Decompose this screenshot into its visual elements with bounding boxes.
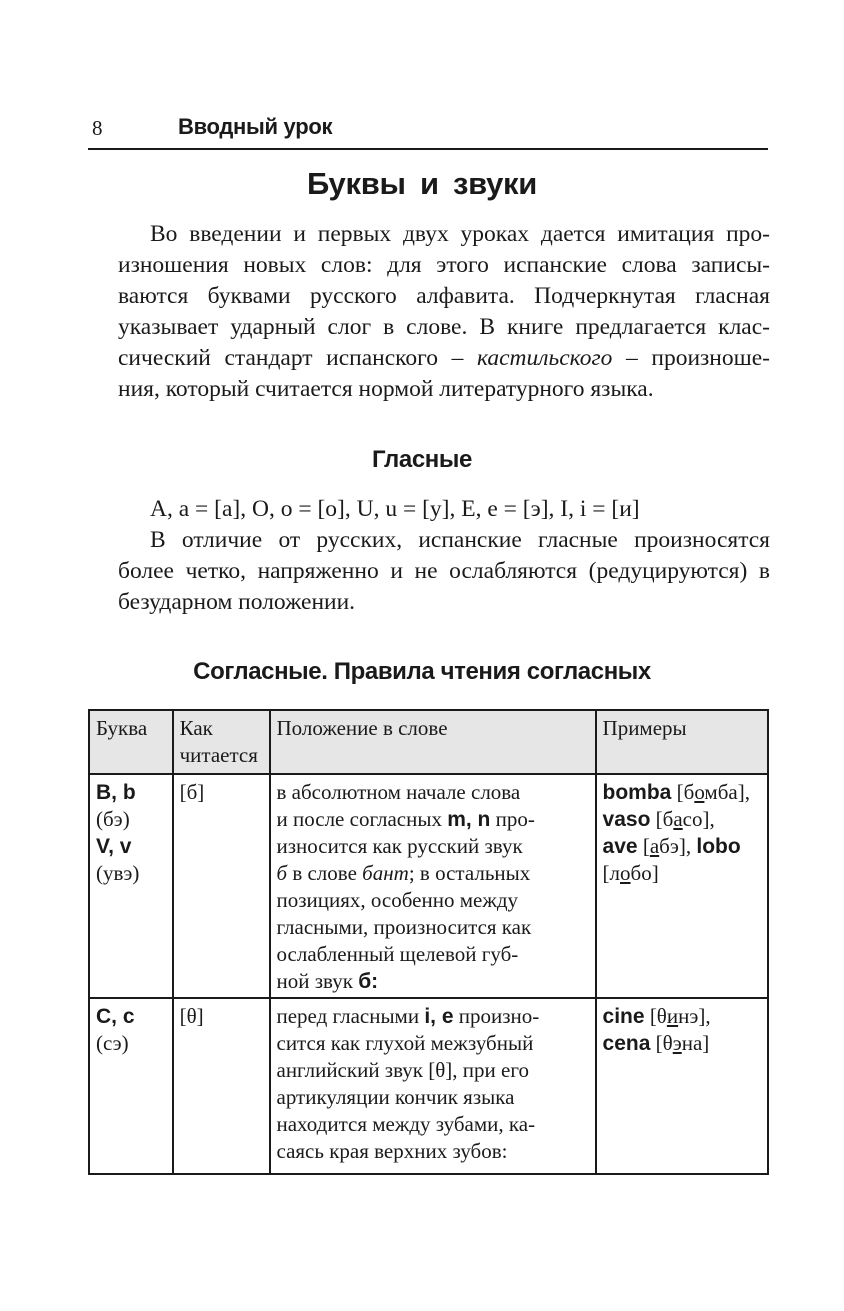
vowels-list: A, a = [а], O, o = [о], U, u = [у], E, e = [э], I, i = [и] <box>150 496 640 522</box>
vowels-heading: Гласные <box>372 446 472 473</box>
table-header-row <box>89 710 768 774</box>
emphasis-castilian: кастильского <box>476 345 613 371</box>
intro-line: изношения новых слов: для этого испанские слова записы- <box>118 252 770 278</box>
intro-paragraph <box>118 219 770 405</box>
column-header: Как читается <box>173 710 270 774</box>
intro-line: Во введении и первых двух уроках дается имитация про- <box>150 221 770 247</box>
intro-line: указывает ударный слог в слове. В книге предлагается клас- <box>118 314 770 340</box>
letter-name: (увэ) <box>96 861 140 885</box>
section-title: Буквы и звуки <box>306 166 538 201</box>
intro-line: ния, который считается нормой литературного языка. <box>118 376 654 402</box>
reading-cell: [б] <box>173 774 270 998</box>
vowels-paragraph <box>118 494 770 618</box>
letter-cell <box>89 998 173 1174</box>
vowels-line: В отличие от русских, испанские гласные произносятся <box>150 527 770 553</box>
intro-line: сический стандарт испанского – кастильского – произноше- <box>118 345 770 371</box>
position-cell: перед гласными i, e произно- сится как глухой межзубный английский звук [θ], при его артикуляции кончик языка находится между зубами, ка- саясь края верхних зубов: <box>270 998 596 1174</box>
examples-cell: bomba [бомба], vaso [басо], ave [абэ], lobo [лобо] <box>596 774 768 998</box>
running-title: Вводный урок <box>178 114 333 139</box>
letter-name: (сэ) <box>96 1031 129 1055</box>
table-row <box>89 998 768 1174</box>
vowels-line: безударном положении. <box>118 589 356 615</box>
letter: V, v <box>96 835 132 858</box>
examples-cell: cine [θинэ], cena [θэна] <box>596 998 768 1174</box>
intro-line: ваются буквами русского алфавита. Подчеркнутая гласная <box>118 283 770 309</box>
letter: C, c <box>96 1005 135 1028</box>
consonants-table <box>88 709 769 1175</box>
reading-cell: [θ] <box>173 998 270 1174</box>
letter-cell <box>89 774 173 998</box>
table-row <box>89 774 768 998</box>
position-cell: в абсолютном начале слова и после согласных m, n про- износится как русский звук б в слове бант; в остальных позициях, особенно между гласными, произносится как ослабленный щелевой губ- ной звук б: <box>270 774 596 998</box>
page-number: 8 <box>92 116 103 140</box>
running-header <box>88 112 768 150</box>
letter: B, b <box>96 781 136 804</box>
vowels-line: более четко, напряженно и не ослабляются (редуцируются) в <box>118 558 770 584</box>
column-header: Положение в слове <box>270 710 596 774</box>
letter-name: (бэ) <box>96 807 130 831</box>
column-header: Буква <box>89 710 173 774</box>
consonants-heading: Согласные. Правила чтения согласных <box>193 658 651 685</box>
column-header: Примеры <box>596 710 768 774</box>
